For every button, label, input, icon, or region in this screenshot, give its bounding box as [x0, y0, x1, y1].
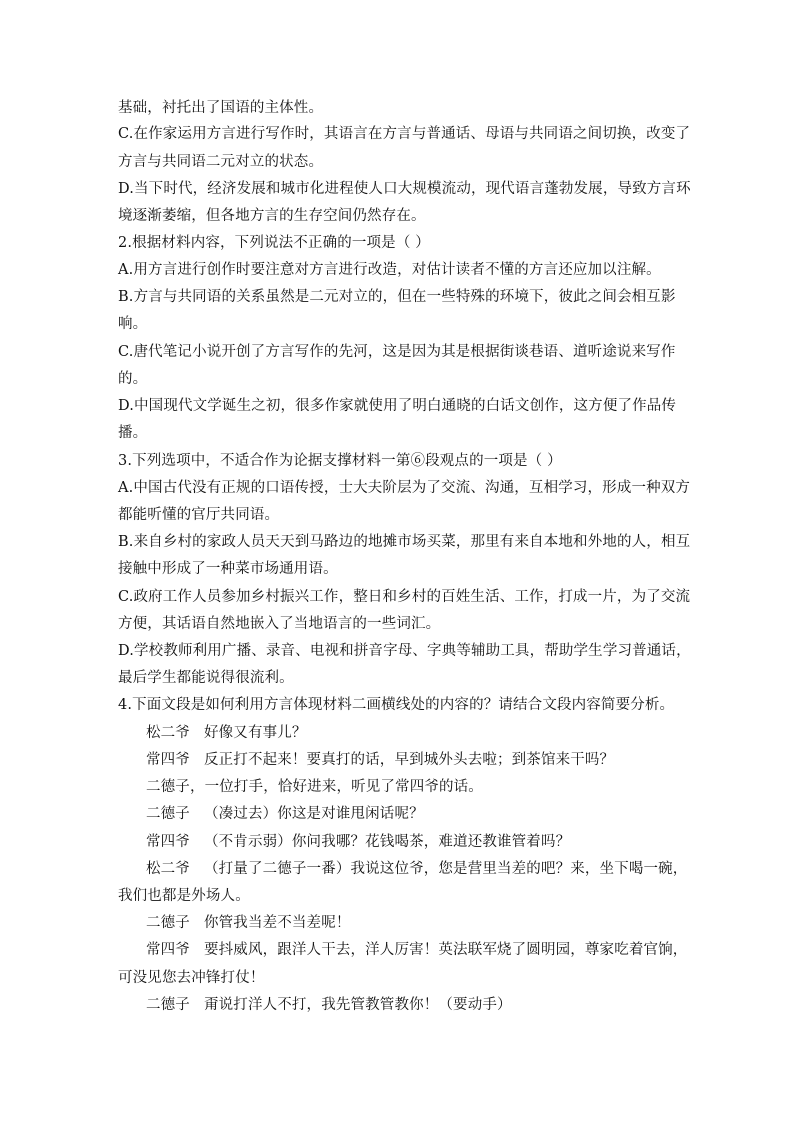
speaker: 二德子 — [146, 997, 190, 1013]
speaker: 松二爷 — [146, 861, 190, 877]
speech-continuation: 我们也都是外场人。 — [118, 888, 250, 904]
speaker: 松二爷 — [146, 725, 190, 741]
dialogue-line — [146, 830, 570, 851]
speech-continuation: 可没见您去冲锋打仗！ — [118, 970, 265, 986]
dialogue-line — [146, 993, 512, 1014]
text-line: 响。 — [118, 316, 148, 332]
text-line: D.当下时代，经济发展和城市化进程使人口大规模流动，现代语言蓬勃发展，导致方言环 — [118, 181, 691, 197]
dialogue-line — [146, 748, 614, 769]
dialogue-line — [146, 857, 687, 878]
speaker: 常四爷 — [146, 942, 190, 958]
text-line: 最后学生都能说得很流利。 — [118, 670, 294, 686]
question-3-stem: 3.下列选项中，不适合作为论据支撑材料一第⑥段观点的一项是（ ） — [118, 453, 562, 469]
option-a: A.中国古代没有正规的口语传授，士大夫阶层为了交流、沟通，互相学习，形成一种双方 — [118, 480, 691, 496]
question-4-stem: 4.下面文段是如何利用方言体现材料二画横线处的内容的？请结合文段内容简要分析。 — [118, 697, 675, 713]
speech: 要抖威风，跟洋人干去，洋人厉害！英法联军烧了圆明园，尊家吃着官饷， — [204, 942, 688, 958]
option-c: C.政府工作人员参加乡村振兴工作，整日和乡村的百姓生活、工作，打成一片，为了交流 — [118, 589, 691, 605]
speech: （打量了二德子一番）我说这位爷，您是营里当差的吧？来，坐下喝一碗， — [204, 861, 688, 877]
text-line: 方便，其话语自然地嵌入了当地语言的一些词汇。 — [118, 616, 441, 632]
option-b: B.方言与共同语的关系虽然是二元对立的，但在一些特殊的环境下，彼此之间会相互影 — [118, 289, 676, 305]
speech: 你管我当差不当差呢！ — [204, 915, 351, 931]
option-b: B.来自乡村的家政人员天天到马路边的地摊市场买菜，那里有来自本地和外地的人，相互 — [118, 534, 691, 550]
text-line: 接触中形成了一种菜市场通用语。 — [118, 561, 338, 577]
speech: 反正打不起来！要真打的话，早到城外头去啦；到茶馆来干吗？ — [204, 752, 615, 768]
dialogue-line — [146, 911, 351, 932]
speaker: 常四爷 — [146, 752, 190, 768]
dialogue-line — [146, 721, 307, 742]
option-d: D.中国现代文学诞生之初，很多作家就使用了明白通晓的白话文创作，这方便了作品传 — [118, 398, 677, 414]
speech: 甭说打洋人不打，我先管教管教你！（要动手） — [204, 997, 512, 1013]
speech: （不肯示弱）你问我哪？花钱喝茶，难道还教谁管着吗？ — [204, 834, 571, 850]
text-line: 基础，衬托出了国语的主体性。 — [118, 100, 324, 116]
option-d: D.学校教师利用广播、录音、电视和拼音字母、字典等辅助工具，帮助学生学习普通话， — [118, 643, 691, 659]
speaker: 二德子 — [146, 806, 190, 822]
text-line: 的。 — [118, 371, 148, 387]
question-2-stem: 2.根据材料内容，下列说法不正确的一项是（ ） — [118, 235, 430, 251]
option-a: A.用方言进行创作时要注意对方言进行改造，对估计读者不懂的方言还应加以注解。 — [118, 262, 661, 278]
speech: 好像又有事儿？ — [204, 725, 307, 741]
text-line: 境逐渐萎缩，但各地方言的生存空间仍然存在。 — [118, 208, 426, 224]
speaker: 二德子 — [146, 915, 190, 931]
option-c: C.唐代笔记小说开创了方言写作的先河，这是因为其是根据街谈巷语、道听途说来写作 — [118, 344, 676, 360]
dialogue-line — [146, 802, 424, 823]
text-line: 都能听懂的官厅共同语。 — [118, 507, 280, 523]
text-line: 播。 — [118, 425, 148, 441]
dialogue-line — [146, 938, 687, 959]
stage-direction: 二德子，一位打手，恰好进来，听见了常四爷的话。 — [146, 779, 483, 795]
text-line: C.在作家运用方言进行写作时，其语言在方言与普通话、母语与共同语之间切换，改变了 — [118, 126, 691, 142]
speaker: 常四爷 — [146, 834, 190, 850]
text-line: 方言与共同语二元对立的状态。 — [118, 154, 324, 170]
speech: （凑过去）你这是对谁甩闲话呢？ — [204, 806, 424, 822]
